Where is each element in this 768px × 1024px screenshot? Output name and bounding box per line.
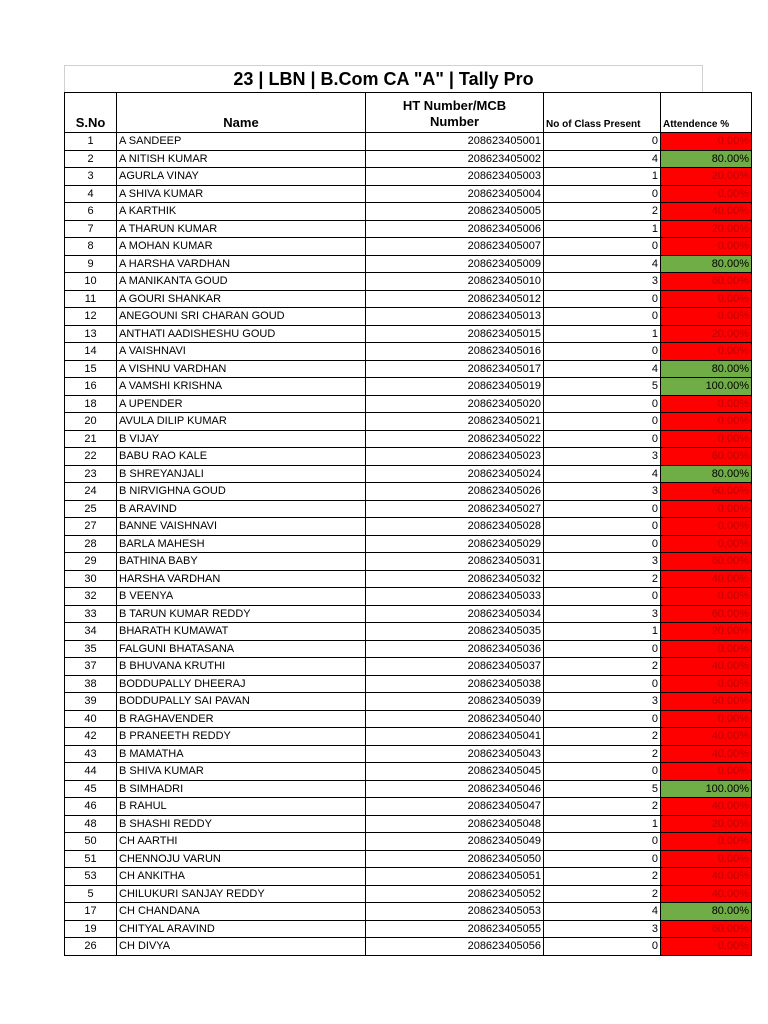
cell-attendance: 60.00% [661,448,752,466]
cell-attendance: 80.00% [661,255,752,273]
cell-ht-number: 208623405020 [366,395,544,413]
table-row [65,605,752,623]
table-row [65,273,752,291]
cell-sno: 28 [65,535,117,553]
cell-ht-number: 208623405033 [366,588,544,606]
cell-classes-present: 2 [544,885,661,903]
cell-classes-present: 2 [544,868,661,886]
cell-attendance: 60.00% [661,553,752,571]
cell-attendance: 60.00% [661,920,752,938]
cell-attendance: 0.00% [661,518,752,536]
cell-classes-present: 0 [544,430,661,448]
cell-name: A VISHNU VARDHAN [117,360,366,378]
table-row [65,920,752,938]
table-row [65,308,752,326]
table-row [65,780,752,798]
cell-ht-number: 208623405009 [366,255,544,273]
cell-name: A MOHAN KUMAR [117,238,366,256]
cell-classes-present: 2 [544,203,661,221]
cell-classes-present: 4 [544,903,661,921]
cell-sno: 51 [65,850,117,868]
cell-classes-present: 0 [544,640,661,658]
cell-sno: 15 [65,360,117,378]
cell-classes-present: 3 [544,553,661,571]
sheet-title: 23 | LBN | B.Com CA "A" | Tally Pro [64,65,703,92]
cell-ht-number: 208623405012 [366,290,544,308]
cell-sno: 30 [65,570,117,588]
cell-sno: 32 [65,588,117,606]
cell-attendance: 0.00% [661,500,752,518]
cell-name: B SHREYANJALI [117,465,366,483]
cell-name: B BHUVANA KRUTHI [117,658,366,676]
table-row [65,465,752,483]
cell-name: A THARUN KUMAR [117,220,366,238]
cell-sno: 6 [65,203,117,221]
table-row [65,745,752,763]
cell-attendance: 0.00% [661,588,752,606]
cell-classes-present: 3 [544,448,661,466]
cell-attendance: 0.00% [661,430,752,448]
cell-ht-number: 208623405005 [366,203,544,221]
cell-sno: 13 [65,325,117,343]
cell-attendance: 0.00% [661,290,752,308]
cell-attendance: 0.00% [661,308,752,326]
cell-name: CH ANKITHA [117,868,366,886]
cell-attendance: 0.00% [661,535,752,553]
cell-name: A KARTHIK [117,203,366,221]
cell-name: A SANDEEP [117,133,366,151]
table-row [65,535,752,553]
cell-sno: 33 [65,605,117,623]
cell-sno: 19 [65,920,117,938]
cell-ht-number: 208623405028 [366,518,544,536]
cell-name: A VAMSHI KRISHNA [117,378,366,396]
cell-ht-number: 208623405029 [366,535,544,553]
cell-ht-number: 208623405026 [366,483,544,501]
cell-attendance: 60.00% [661,693,752,711]
cell-ht-number: 208623405050 [366,850,544,868]
cell-ht-number: 208623405019 [366,378,544,396]
cell-ht-number: 208623405032 [366,570,544,588]
cell-name: BATHINA BABY [117,553,366,571]
cell-ht-number: 208623405041 [366,728,544,746]
cell-attendance: 0.00% [661,343,752,361]
cell-attendance: 60.00% [661,483,752,501]
cell-name: B ARAVIND [117,500,366,518]
cell-ht-number: 208623405040 [366,710,544,728]
cell-attendance: 0.00% [661,238,752,256]
cell-ht-number: 208623405056 [366,938,544,956]
cell-attendance: 80.00% [661,465,752,483]
cell-classes-present: 0 [544,710,661,728]
cell-ht-number: 208623405038 [366,675,544,693]
header-ht-line2: Number [429,114,480,129]
cell-name: B VEENYA [117,588,366,606]
cell-name: B RAGHAVENDER [117,710,366,728]
cell-sno: 40 [65,710,117,728]
cell-classes-present: 0 [544,185,661,203]
cell-classes-present: 0 [544,763,661,781]
cell-attendance: 0.00% [661,850,752,868]
cell-sno: 42 [65,728,117,746]
table-row [65,903,752,921]
cell-ht-number: 208623405010 [366,273,544,291]
table-row [65,885,752,903]
attendance-sheet [64,65,749,956]
cell-sno: 24 [65,483,117,501]
table-row [65,938,752,956]
cell-name: B RAHUL [117,798,366,816]
cell-sno: 44 [65,763,117,781]
cell-sno: 29 [65,553,117,571]
cell-ht-number: 208623405007 [366,238,544,256]
cell-classes-present: 2 [544,570,661,588]
cell-name: A SHIVA KUMAR [117,185,366,203]
table-row [65,658,752,676]
cell-ht-number: 208623405034 [366,605,544,623]
cell-classes-present: 4 [544,150,661,168]
table-row [65,623,752,641]
cell-sno: 2 [65,150,117,168]
cell-attendance: 60.00% [661,605,752,623]
table-row [65,238,752,256]
table-row [65,570,752,588]
table-row [65,220,752,238]
cell-name: FALGUNI BHATASANA [117,640,366,658]
cell-classes-present: 3 [544,483,661,501]
cell-classes-present: 0 [544,938,661,956]
cell-name: CHITYAL ARAVIND [117,920,366,938]
cell-classes-present: 3 [544,273,661,291]
table-row [65,360,752,378]
cell-classes-present: 3 [544,693,661,711]
cell-sno: 45 [65,780,117,798]
table-row [65,640,752,658]
cell-name: A MANIKANTA GOUD [117,273,366,291]
cell-attendance: 40.00% [661,745,752,763]
cell-name: A HARSHA VARDHAN [117,255,366,273]
cell-name: B PRANEETH REDDY [117,728,366,746]
cell-classes-present: 4 [544,465,661,483]
cell-classes-present: 4 [544,360,661,378]
cell-attendance: 40.00% [661,728,752,746]
cell-name: BODDUPALLY SAI PAVAN [117,693,366,711]
cell-classes-present: 0 [544,518,661,536]
cell-classes-present: 1 [544,815,661,833]
cell-attendance: 80.00% [661,903,752,921]
cell-classes-present: 2 [544,658,661,676]
cell-classes-present: 0 [544,535,661,553]
table-row [65,255,752,273]
cell-name: CHENNOJU VARUN [117,850,366,868]
cell-sno: 11 [65,290,117,308]
table-row [65,588,752,606]
cell-name: ANEGOUNI SRI CHARAN GOUD [117,308,366,326]
cell-attendance: 20.00% [661,325,752,343]
cell-name: B SHIVA KUMAR [117,763,366,781]
cell-sno: 18 [65,395,117,413]
cell-attendance: 0.00% [661,710,752,728]
cell-attendance: 60.00% [661,273,752,291]
cell-attendance: 100.00% [661,378,752,396]
cell-classes-present: 0 [544,308,661,326]
cell-sno: 17 [65,903,117,921]
cell-ht-number: 208623405047 [366,798,544,816]
cell-sno: 38 [65,675,117,693]
cell-sno: 27 [65,518,117,536]
table-row [65,203,752,221]
cell-sno: 1 [65,133,117,151]
cell-sno: 22 [65,448,117,466]
table-row [65,325,752,343]
cell-attendance: 0.00% [661,763,752,781]
cell-attendance: 40.00% [661,203,752,221]
cell-name: BANNE VAISHNAVI [117,518,366,536]
cell-attendance: 20.00% [661,623,752,641]
cell-ht-number: 208623405039 [366,693,544,711]
cell-classes-present: 4 [544,255,661,273]
cell-name: A UPENDER [117,395,366,413]
cell-attendance: 40.00% [661,658,752,676]
cell-sno: 50 [65,833,117,851]
table-row [65,448,752,466]
cell-classes-present: 3 [544,605,661,623]
cell-attendance: 40.00% [661,885,752,903]
cell-sno: 20 [65,413,117,431]
cell-sno: 3 [65,168,117,186]
cell-name: A GOURI SHANKAR [117,290,366,308]
cell-name: CH AARTHI [117,833,366,851]
cell-ht-number: 208623405016 [366,343,544,361]
cell-sno: 12 [65,308,117,326]
cell-ht-number: 208623405045 [366,763,544,781]
cell-name: B NIRVIGHNA GOUD [117,483,366,501]
cell-classes-present: 0 [544,290,661,308]
cell-sno: 10 [65,273,117,291]
cell-name: CH DIVYA [117,938,366,956]
cell-sno: 53 [65,868,117,886]
header-row [65,93,752,133]
table-row [65,430,752,448]
cell-ht-number: 208623405013 [366,308,544,326]
cell-attendance: 100.00% [661,780,752,798]
cell-ht-number: 208623405036 [366,640,544,658]
cell-sno: 8 [65,238,117,256]
cell-name: ANTHATI AADISHESHU GOUD [117,325,366,343]
table-row [65,710,752,728]
cell-classes-present: 1 [544,623,661,641]
cell-attendance: 20.00% [661,220,752,238]
table-row [65,728,752,746]
cell-ht-number: 208623405055 [366,920,544,938]
cell-sno: 9 [65,255,117,273]
cell-sno: 16 [65,378,117,396]
cell-classes-present: 0 [544,850,661,868]
cell-classes-present: 0 [544,833,661,851]
cell-sno: 35 [65,640,117,658]
cell-sno: 7 [65,220,117,238]
cell-ht-number: 208623405004 [366,185,544,203]
header-classes-present: No of Class Present [544,93,661,133]
cell-ht-number: 208623405024 [366,465,544,483]
table-row [65,815,752,833]
cell-attendance: 80.00% [661,360,752,378]
header-sno: S.No [65,93,117,133]
cell-name: BHARATH KUMAWAT [117,623,366,641]
table-row [65,378,752,396]
table-row [65,553,752,571]
cell-classes-present: 2 [544,798,661,816]
cell-sno: 14 [65,343,117,361]
cell-attendance: 0.00% [661,675,752,693]
header-ht-number [366,93,544,133]
cell-attendance: 40.00% [661,570,752,588]
cell-name: B SIMHADRI [117,780,366,798]
table-row [65,833,752,851]
cell-name: AVULA DILIP KUMAR [117,413,366,431]
cell-name: B SHASHI REDDY [117,815,366,833]
cell-ht-number: 208623405002 [366,150,544,168]
table-row [65,413,752,431]
cell-sno: 4 [65,185,117,203]
cell-ht-number: 208623405037 [366,658,544,676]
cell-ht-number: 208623405021 [366,413,544,431]
cell-ht-number: 208623405046 [366,780,544,798]
cell-name: BODDUPALLY DHEERAJ [117,675,366,693]
cell-attendance: 0.00% [661,640,752,658]
cell-classes-present: 1 [544,325,661,343]
cell-attendance: 20.00% [661,815,752,833]
cell-classes-present: 3 [544,920,661,938]
cell-classes-present: 0 [544,238,661,256]
table-row [65,168,752,186]
attendance-table [64,92,752,956]
cell-sno: 34 [65,623,117,641]
cell-classes-present: 2 [544,728,661,746]
table-row [65,798,752,816]
header-attendance: Attendence % [661,93,752,133]
cell-name: B MAMATHA [117,745,366,763]
cell-sno: 23 [65,465,117,483]
table-row [65,290,752,308]
cell-classes-present: 0 [544,500,661,518]
cell-name: AGURLA VINAY [117,168,366,186]
table-row [65,343,752,361]
cell-attendance: 20.00% [661,168,752,186]
cell-ht-number: 208623405035 [366,623,544,641]
cell-name: CHILUKURI SANJAY REDDY [117,885,366,903]
cell-sno: 25 [65,500,117,518]
cell-ht-number: 208623405048 [366,815,544,833]
cell-attendance: 40.00% [661,798,752,816]
cell-classes-present: 0 [544,588,661,606]
cell-classes-present: 0 [544,343,661,361]
cell-sno: 37 [65,658,117,676]
cell-ht-number: 208623405053 [366,903,544,921]
cell-classes-present: 2 [544,745,661,763]
cell-ht-number: 208623405027 [366,500,544,518]
cell-name: A NITISH KUMAR [117,150,366,168]
cell-classes-present: 1 [544,220,661,238]
cell-ht-number: 208623405043 [366,745,544,763]
table-row [65,518,752,536]
cell-attendance: 80.00% [661,150,752,168]
cell-attendance: 0.00% [661,833,752,851]
cell-attendance: 0.00% [661,395,752,413]
cell-attendance: 0.00% [661,413,752,431]
cell-ht-number: 208623405023 [366,448,544,466]
cell-ht-number: 208623405022 [366,430,544,448]
cell-sno: 5 [65,885,117,903]
table-row [65,850,752,868]
cell-classes-present: 1 [544,168,661,186]
cell-sno: 43 [65,745,117,763]
table-row [65,500,752,518]
cell-name: B VIJAY [117,430,366,448]
cell-name: CH CHANDANA [117,903,366,921]
table-row [65,693,752,711]
cell-classes-present: 0 [544,413,661,431]
table-row [65,133,752,151]
cell-name: B TARUN KUMAR REDDY [117,605,366,623]
cell-classes-present: 5 [544,780,661,798]
header-name: Name [117,93,366,133]
cell-ht-number: 208623405001 [366,133,544,151]
cell-name: A VAISHNAVI [117,343,366,361]
cell-sno: 21 [65,430,117,448]
table-row [65,395,752,413]
cell-sno: 46 [65,798,117,816]
table-row [65,185,752,203]
table-row [65,675,752,693]
cell-sno: 26 [65,938,117,956]
cell-ht-number: 208623405052 [366,885,544,903]
table-row [65,150,752,168]
table-row [65,483,752,501]
cell-ht-number: 208623405049 [366,833,544,851]
header-ht-line1: HT Number/MCB [402,98,507,113]
table-row [65,868,752,886]
cell-attendance: 0.00% [661,938,752,956]
cell-ht-number: 208623405051 [366,868,544,886]
cell-name: BABU RAO KALE [117,448,366,466]
cell-ht-number: 208623405003 [366,168,544,186]
cell-classes-present: 0 [544,395,661,413]
cell-attendance: 0.00% [661,133,752,151]
cell-ht-number: 208623405006 [366,220,544,238]
cell-ht-number: 208623405015 [366,325,544,343]
cell-classes-present: 5 [544,378,661,396]
cell-sno: 39 [65,693,117,711]
cell-name: HARSHA VARDHAN [117,570,366,588]
cell-sno: 48 [65,815,117,833]
table-row [65,763,752,781]
cell-attendance: 40.00% [661,868,752,886]
table-body [65,133,752,956]
cell-classes-present: 0 [544,675,661,693]
cell-classes-present: 0 [544,133,661,151]
cell-attendance: 0.00% [661,185,752,203]
cell-name: BARLA MAHESH [117,535,366,553]
cell-ht-number: 208623405031 [366,553,544,571]
cell-ht-number: 208623405017 [366,360,544,378]
